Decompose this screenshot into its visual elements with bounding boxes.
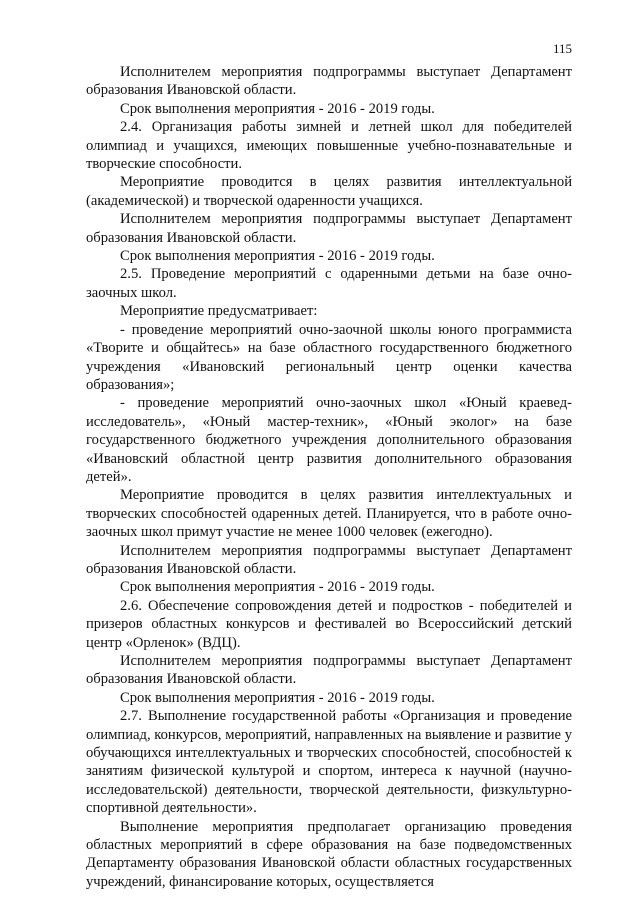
paragraph: Выполнение мероприятия предполагает организацию проведения областных мероприятий в сфере образования на базе подведомственных Департаменту образования Ивановской области областных государственных учреждений, финансирование которых, осуществляется <box>86 818 572 890</box>
paragraph: Мероприятие предусматривает: <box>120 303 318 320</box>
paragraph: Исполнителем мероприятия подпрограммы выступает Департамент образования Ивановской области. <box>86 64 572 99</box>
paragraph: Мероприятие проводится в целях развития интеллектуальных и творческих способностей одаренных детей. Планируется, что в работе очно-заочных школ примут участие не менее 1000 человек (ежегодно). <box>86 487 572 541</box>
paragraph: Срок выполнения мероприятия - 2016 - 2019 годы. <box>120 689 435 706</box>
paragraph: Срок выполнения мероприятия - 2016 - 2019 годы. <box>120 100 435 117</box>
paragraph-heading: 2.7. Выполнение государственной работы «Организация и проведение олимпиад, конкурсов, мероприятий, направленных на выявление и развитие у обучающихся интеллектуальных и творческих способностей, способностей к занятиям физической культурой и спортом, интереса к научной (научно-исследовательской) деятельности, творческой деятельности, физкультурно-спортивной деятельности». <box>86 708 572 817</box>
document-body <box>86 63 572 891</box>
paragraph: Исполнителем мероприятия подпрограммы выступает Департамент образования Ивановской области. <box>86 542 572 577</box>
paragraph: Исполнителем мероприятия подпрограммы выступает Департамент образования Ивановской области. <box>86 653 572 688</box>
paragraph: Мероприятие проводится в целях развития интеллектуальной (академической) и творческой одаренности учащихся. <box>86 174 572 209</box>
page-number: 115 <box>552 41 572 56</box>
list-item: - проведение мероприятий очно-заочной школы юного программиста «Творите и общайтесь» на базе областного государственного бюджетного учреждения «Ивановский региональный центр оценки качества образования»; <box>86 321 572 393</box>
paragraph-heading: 2.4. Организация работы зимней и летней школ для победителей олимпиад и учащихся, имеющих повышенные учебно-познавательные и творческие способности. <box>86 119 572 173</box>
paragraph-heading: 2.5. Проведение мероприятий с одаренными детьми на базе очно-заочных школ. <box>86 266 572 301</box>
paragraph-heading: 2.6. Обеспечение сопровождения детей и подростков - победителей и призеров областных конкурсов и фестивалей во Всероссийский детский центр «Орленок» (ВДЦ). <box>86 597 572 651</box>
paragraph: Исполнителем мероприятия подпрограммы выступает Департамент образования Ивановской области. <box>86 211 572 246</box>
paragraph: Срок выполнения мероприятия - 2016 - 2019 годы. <box>120 579 435 596</box>
paragraph: Срок выполнения мероприятия - 2016 - 2019 годы. <box>120 248 435 265</box>
list-item: - проведение мероприятий очно-заочных школ «Юный краевед-исследователь», «Юный мастер-техник», «Юный эколог» на базе государственного бюджетного учреждения дополнительного образования «Ивановский областной центр развития дополнительного образования детей». <box>86 395 572 485</box>
